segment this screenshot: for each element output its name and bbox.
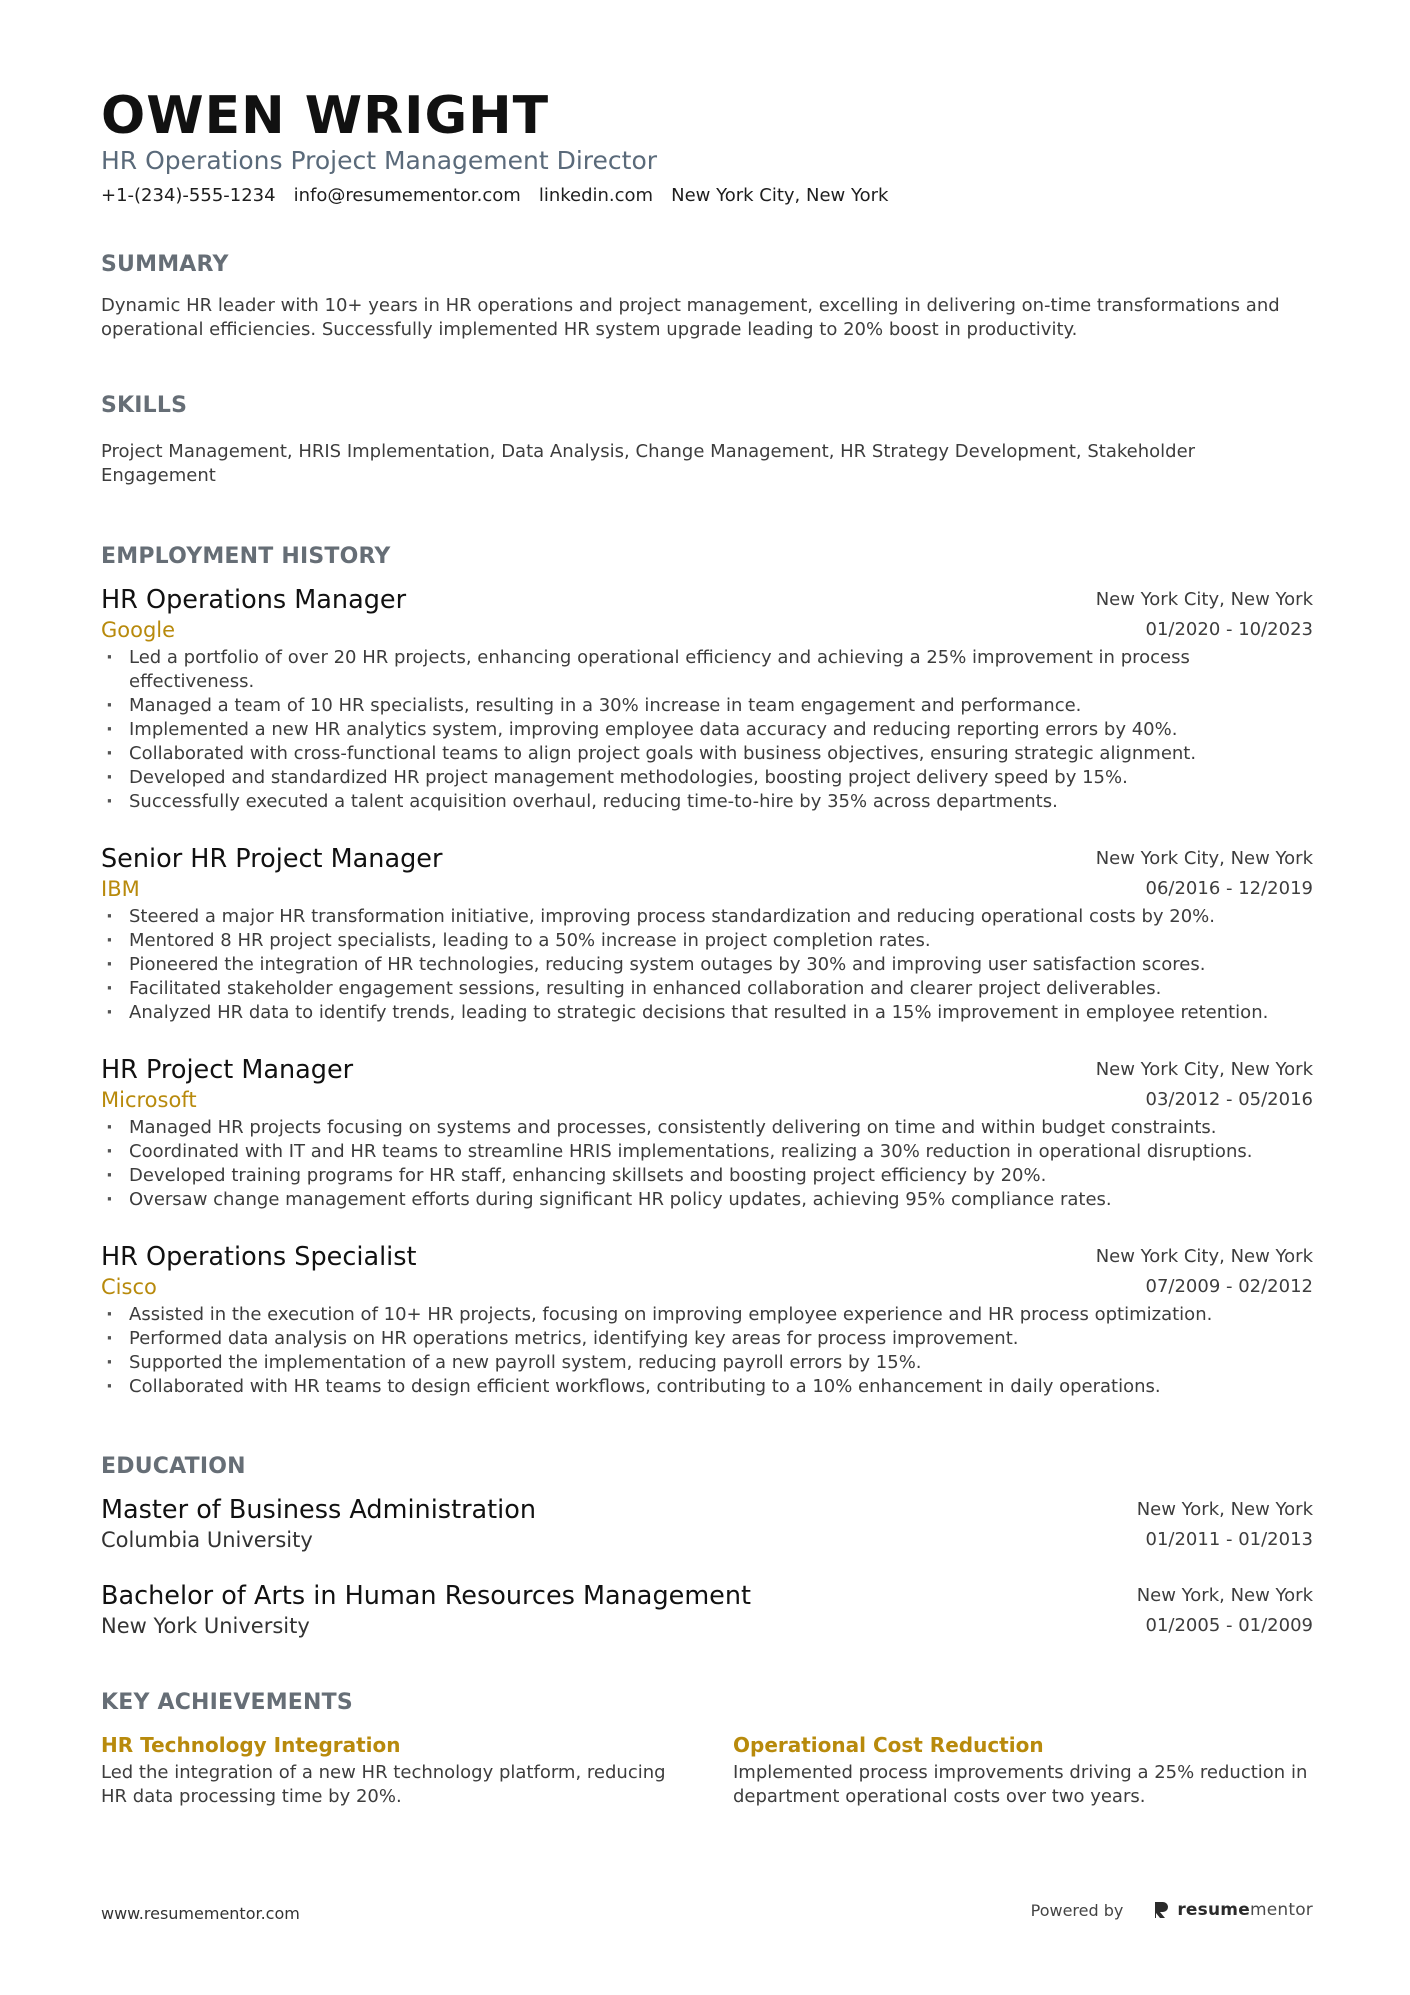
job-entry xyxy=(101,1242,1313,1399)
bullet: · Developed training programs for HR staff, enhancing skillsets and boosting project efficiency by 20%. xyxy=(101,1164,1313,1188)
contact-line xyxy=(101,183,888,209)
achievement-description: Led the integration of a new HR technology platform, reducing HR data processing time by 20%. xyxy=(101,1762,666,1807)
bullet: · Facilitated stakeholder engagement sessions, resulting in enhanced collaboration and clearer project deliverables. xyxy=(101,977,1313,1001)
job-title: HR Operations Specialist xyxy=(101,1242,417,1272)
achievement-description: Implemented process improvements driving a 25% reduction in department operational costs over two years. xyxy=(733,1762,1308,1807)
phone: +1-(234)-555-1234 xyxy=(101,185,276,206)
resumementor-logo-icon xyxy=(1153,1900,1169,1920)
job-meta xyxy=(1096,1242,1313,1302)
achievement-item xyxy=(733,1730,1313,1809)
job-meta xyxy=(1096,1055,1313,1115)
job-dates: 01/2020 - 10/2023 xyxy=(1145,619,1313,640)
bullet: · Managed a team of 10 HR specialists, resulting in a 30% increase in team engagement and performance. xyxy=(101,694,1313,718)
bullet: · Analyzed HR data to identify trends, leading to strategic decisions that resulted in a 15% improvement in employee retention. xyxy=(101,1001,1313,1025)
job-title: HR Operations Manager xyxy=(101,585,407,615)
education-location: New York, New York xyxy=(1136,1499,1313,1520)
location: New York City, New York xyxy=(671,185,889,206)
skills-heading: SKILLS xyxy=(101,393,188,418)
skills-text: Project Management, HRIS Implementation, Data Analysis, Change Management, HR Strategy Development, Stakeholder Engagement xyxy=(101,441,1196,486)
education-heading: EDUCATION xyxy=(101,1454,246,1479)
degree: Bachelor of Arts in Human Resources Management xyxy=(101,1581,752,1611)
job-entry xyxy=(101,1055,1313,1212)
bullet: · Assisted in the execution of 10+ HR projects, focusing on improving employee experience and HR process optimization. xyxy=(101,1303,1313,1327)
job-location: New York City, New York xyxy=(1095,1059,1313,1080)
job-entry xyxy=(101,585,1313,814)
bullet: · Mentored 8 HR project specialists, leading to a 50% increase in project completion rates. xyxy=(101,929,1313,953)
education-dates: 01/2011 - 01/2013 xyxy=(1145,1529,1313,1550)
job-location: New York City, New York xyxy=(1095,848,1313,869)
bullet: · Steered a major HR transformation initiative, improving process standardization and reducing operational costs by 20%. xyxy=(101,905,1313,929)
job-bullets xyxy=(101,1303,1313,1399)
job-dates: 06/2016 - 12/2019 xyxy=(1145,878,1313,899)
company: Cisco xyxy=(101,1275,157,1299)
bullet: · Managed HR projects focusing on systems and processes, consistently delivering on time and within budget constraints. xyxy=(101,1116,1313,1140)
bullet: · Led a portfolio of over 20 HR projects, enhancing operational efficiency and achieving a 25% improvement in process effectiveness. xyxy=(101,646,1313,694)
job-location: New York City, New York xyxy=(1095,1246,1313,1267)
footer-branding xyxy=(1031,1900,1313,1920)
school: Columbia University xyxy=(101,1528,313,1552)
email[interactable]: info@resumementor.com xyxy=(293,185,521,206)
school: New York University xyxy=(101,1614,310,1638)
employment-heading: EMPLOYMENT HISTORY xyxy=(101,544,391,569)
job-location: New York City, New York xyxy=(1095,589,1313,610)
brand-part-resume: resume xyxy=(1177,1900,1250,1920)
degree: Master of Business Administration xyxy=(101,1495,537,1525)
candidate-name: OWEN WRIGHT xyxy=(101,86,550,146)
summary-text: Dynamic HR leader with 10+ years in HR operations and project management, excelling in delivering on-time transformations and operational efficiencies. Successfully implemented HR system upgrade leading to 20% boost in productivity. xyxy=(101,295,1280,340)
job-bullets xyxy=(101,1116,1313,1212)
job-meta xyxy=(1096,844,1313,904)
footer-website[interactable]: www.resumementor.com xyxy=(101,1904,300,1923)
job-title: Senior HR Project Manager xyxy=(101,844,443,874)
job-dates: 07/2009 - 02/2012 xyxy=(1145,1276,1313,1297)
education-entry xyxy=(101,1581,1313,1641)
achievement-title: Operational Cost Reduction xyxy=(733,1733,1044,1757)
powered-by-label: Powered by xyxy=(1030,1900,1124,1920)
bullet: · Performed data analysis on HR operations metrics, identifying key areas for process improvement. xyxy=(101,1327,1313,1351)
achievement-title: HR Technology Integration xyxy=(101,1733,401,1757)
education-entry xyxy=(101,1495,1313,1555)
education-meta xyxy=(1137,1581,1313,1641)
job-entry xyxy=(101,844,1313,1025)
bullet: · Developed and standardized HR project management methodologies, boosting project delivery speed by 15%. xyxy=(101,766,1313,790)
linkedin[interactable]: linkedin.com xyxy=(538,185,654,206)
job-dates: 03/2012 - 05/2016 xyxy=(1145,1089,1313,1110)
job-meta xyxy=(1096,585,1313,645)
summary-heading: SUMMARY xyxy=(101,252,229,277)
company: Microsoft xyxy=(101,1088,197,1112)
job-bullets xyxy=(101,905,1313,1025)
bullet: · Collaborated with cross-functional teams to align project goals with business objectives, ensuring strategic alignment. xyxy=(101,742,1313,766)
company: IBM xyxy=(101,877,140,901)
bullet: · Supported the implementation of a new payroll system, reducing payroll errors by 15%. xyxy=(101,1351,1313,1375)
candidate-title: HR Operations Project Management Director xyxy=(101,146,658,175)
job-bullets xyxy=(101,646,1313,814)
achievements-heading: KEY ACHIEVEMENTS xyxy=(101,1690,353,1715)
bullet: · Implemented a new HR analytics system, improving employee data accuracy and reducing reporting errors by 40%. xyxy=(101,718,1313,742)
brand-logo-text[interactable] xyxy=(1177,1900,1313,1920)
company: Google xyxy=(101,618,176,642)
bullet: · Oversaw change management efforts during significant HR policy updates, achieving 95% compliance rates. xyxy=(101,1188,1313,1212)
education-location: New York, New York xyxy=(1136,1585,1313,1606)
bullet: · Coordinated with IT and HR teams to streamline HRIS implementations, realizing a 30% reduction in operational disruptions. xyxy=(101,1140,1313,1164)
achievement-item xyxy=(101,1730,681,1809)
job-title: HR Project Manager xyxy=(101,1055,354,1085)
resume-page xyxy=(101,0,1313,1995)
education-dates: 01/2005 - 01/2009 xyxy=(1145,1615,1313,1636)
education-meta xyxy=(1137,1495,1313,1555)
bullet: · Collaborated with HR teams to design efficient workflows, contributing to a 10% enhancement in daily operations. xyxy=(101,1375,1313,1399)
bullet: · Successfully executed a talent acquisition overhaul, reducing time-to-hire by 35% across departments. xyxy=(101,790,1313,814)
bullet: · Pioneered the integration of HR technologies, reducing system outages by 30% and improving user satisfaction scores. xyxy=(101,953,1313,977)
brand-part-mentor: mentor xyxy=(1249,1900,1313,1920)
